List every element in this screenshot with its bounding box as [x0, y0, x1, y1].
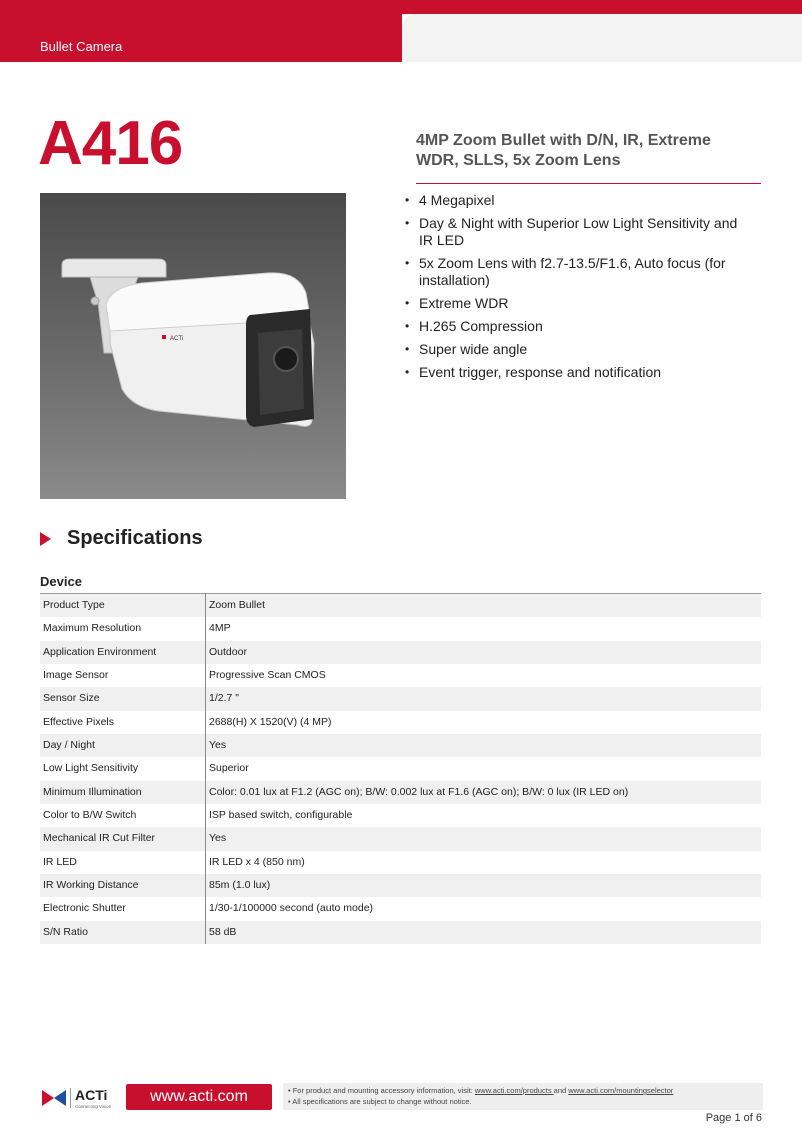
footer-note-2: • All specifications are subject to change without notice. — [288, 1097, 472, 1106]
spec-label: Electronic Shutter — [43, 902, 126, 915]
product-photo — [40, 193, 346, 499]
model-number: A416 — [38, 109, 183, 178]
specifications-title: Specifications — [67, 527, 203, 549]
note-text: • For product and mounting accessory information, visit: — [288, 1086, 475, 1095]
bullet-camera-illustration — [40, 193, 346, 499]
headline-line-2: WDR, SLLS, 5x Zoom Lens — [416, 152, 621, 169]
spec-label: Sensor Size — [43, 692, 100, 705]
spec-label: IR Working Distance — [43, 879, 139, 892]
spec-label: Color to B/W Switch — [43, 809, 137, 822]
spec-value: Yes — [209, 832, 227, 845]
spec-label: Product Type — [43, 599, 105, 611]
page-number: Page 1 of 6 — [705, 1112, 762, 1124]
note-text: and — [553, 1086, 569, 1095]
website-link[interactable]: www.acti.com — [126, 1084, 272, 1110]
category-label: Bullet Camera — [40, 39, 123, 54]
acti-logo — [40, 1086, 122, 1115]
spec-value: Progressive Scan CMOS — [209, 669, 326, 682]
spec-label: Application Environment — [43, 645, 157, 658]
header-band — [0, 0, 802, 62]
table-row — [40, 781, 761, 804]
spec-value: Zoom Bullet — [209, 599, 266, 611]
spec-label: Effective Pixels — [43, 715, 115, 728]
headline-line-1: 4MP Zoom Bullet with D/N, IR, Extreme — [416, 132, 711, 149]
footer-note-1 — [288, 1085, 758, 1096]
spec-value: 4MP — [209, 622, 231, 635]
table-row — [40, 734, 761, 757]
table-row — [40, 687, 761, 710]
spec-label: Minimum Illumination — [43, 785, 142, 798]
specifications-heading — [40, 527, 203, 550]
products-link[interactable]: www.acti.com/products — [474, 1086, 554, 1095]
feature-list — [405, 192, 750, 387]
feature-item: • 4 Megapixel — [405, 192, 750, 209]
spec-value: IR LED x 4 (850 nm) — [209, 855, 305, 868]
header-grey-tab — [402, 14, 802, 62]
table-row — [40, 921, 761, 944]
spec-value: 2688(H) X 1520(V) (4 MP) — [209, 715, 332, 728]
table-row — [40, 851, 761, 874]
logo-wordmark: ACTi — [75, 1087, 108, 1103]
table-row — [40, 827, 761, 850]
spec-value: Yes — [209, 739, 227, 752]
feature-item: • Event trigger, response and notification — [405, 364, 750, 381]
spec-value: 1/30-1/100000 second (auto mode) — [209, 902, 374, 915]
triangle-bullet-icon — [40, 532, 51, 546]
spec-value: 58 dB — [209, 925, 237, 938]
spec-label: IR LED — [43, 855, 77, 868]
feature-item: • Day & Night with Superior Low Light Sensitivity and IR LED — [405, 215, 750, 249]
table-row — [40, 664, 761, 687]
table-row — [40, 711, 761, 734]
feature-item: • 5x Zoom Lens with f2.7-13.5/F1.6, Auto focus (for installation) — [405, 255, 750, 289]
product-headline — [416, 131, 756, 171]
feature-item: • H.265 Compression — [405, 318, 750, 335]
table-row — [40, 617, 761, 640]
feature-item: • Extreme WDR — [405, 295, 750, 312]
section-title-device: Device — [40, 574, 82, 589]
table-row — [40, 804, 761, 827]
table-row — [40, 757, 761, 780]
spec-value: ISP based switch, configurable — [209, 809, 353, 822]
acti-logo-icon — [40, 1086, 122, 1110]
footer-notes — [283, 1083, 763, 1110]
table-row — [40, 897, 761, 920]
table-column-divider — [205, 593, 206, 944]
table-row — [40, 874, 761, 897]
logo-tagline: Connecting Vision — [75, 1104, 112, 1109]
spec-label: Maximum Resolution — [43, 622, 142, 635]
feature-item: • Super wide angle — [405, 341, 750, 358]
table-row — [40, 594, 761, 617]
spec-label: Day / Night — [43, 739, 95, 752]
spec-label: Image Sensor — [43, 669, 109, 682]
spec-value: 1/2.7 " — [209, 692, 239, 705]
title-rule — [416, 183, 761, 184]
photo-brand-label: ACTi — [170, 336, 184, 342]
spec-table — [40, 593, 761, 944]
spec-label: Mechanical IR Cut Filter — [43, 832, 156, 845]
spec-value: 85m (1.0 lux) — [209, 879, 271, 892]
table-row — [40, 641, 761, 664]
spec-value: Color: 0.01 lux at F1.2 (AGC on); B/W: 0.002 lux at F1.6 (AGC on); B/W: 0 lux (IR LED on) — [209, 785, 629, 798]
spec-value: Outdoor — [209, 645, 247, 658]
mounting-selector-link[interactable]: www.acti.com/mountingselector — [568, 1086, 674, 1095]
spec-label: Low Light Sensitivity — [43, 762, 139, 775]
spec-label: S/N Ratio — [43, 925, 88, 938]
spec-value: Superior — [209, 762, 249, 775]
